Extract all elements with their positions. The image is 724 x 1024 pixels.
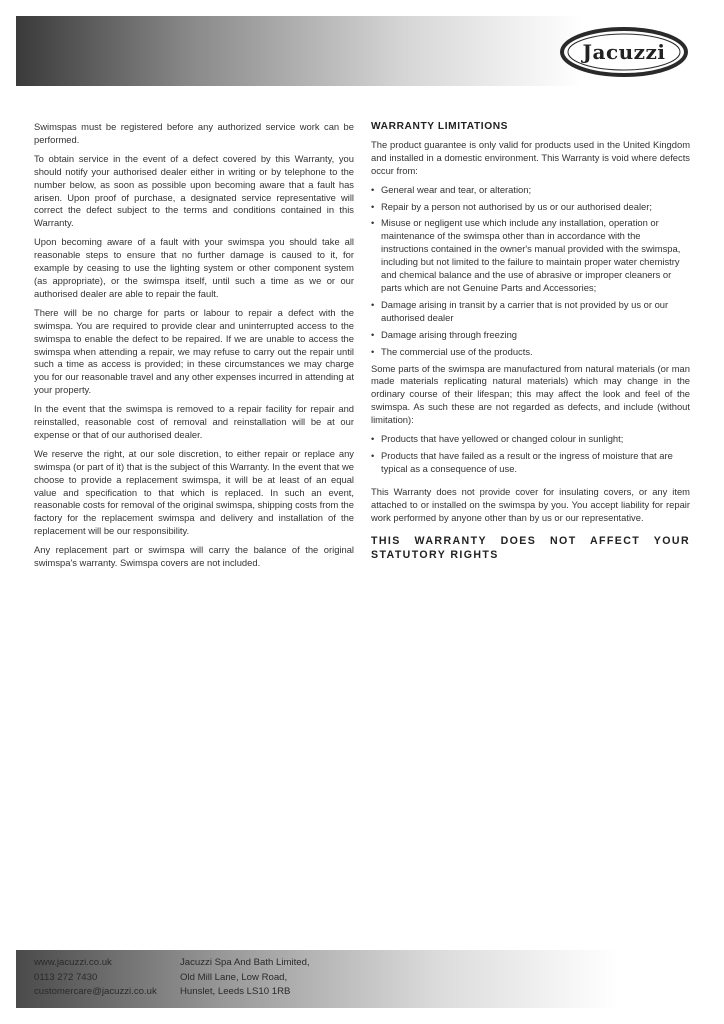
list-item	[371, 201, 690, 214]
list-item	[371, 346, 690, 359]
list-item-text: Damage arising in transit by a carrier that is not provided by us or our authorised dealer	[381, 298, 669, 323]
paragraph: To obtain service in the event of a defect covered by this Warranty, you should notify your authorised dealer either in writing or by telephone to the number below, as soon as possible upon becoming aware that a fault has arisen. Upon proof of purchase, a designated service representative will correct the defect subject to the terms and conditions contained in this Warranty.	[34, 152, 354, 229]
left-column	[34, 121, 354, 576]
limitations-list	[371, 184, 690, 359]
limitations-intro: The product guarantee is only valid for products used in the United Kingdom and installed in a domestic environment. This Warranty is void where defects occur from:	[371, 138, 690, 176]
paragraph: Upon becoming aware of a fault with your swimspa you should take all reasonable steps to ensure that no further damage is caused to it, for example by ceasing to use the lighting system or other component system (as appropriate), or the swimspa itself, until such a time as we or our authorised dealer are able to repair the fault.	[34, 236, 354, 299]
warranty-limitations-heading: WARRANTY LIMITATIONS	[371, 121, 509, 132]
list-item-text: Misuse or negligent use which include any installation, operation or maintenance of the swimspa other than in accordance with the instructions contained in the owner's manual provided with the swimspa, including but not limited to the failure to maintain proper water chemistry and chemical balance and the use of abrasive or improper cleaners or parts which are not Genuine Parts and Accessories;	[381, 217, 681, 293]
paragraph: In the event that the swimspa is removed to a repair facility for repair and reinstalled, reasonable cost of removal and reinstallation will be at our expense or that of our authorised dealer.	[34, 403, 354, 440]
natural-materials-paragraph: Some parts of the swimspa are manufactured from natural materials (or man made materials replicating natural materials) which may change in the ordinary course of their lifespan; this may affect the look and feel of the swimspa. As such these are not regarded as defects, and include (without limitation):	[371, 362, 690, 426]
list-item	[371, 433, 690, 446]
paragraph: Any replacement part or swimspa will carry the balance of the original swimspa's warranty. Swimspa covers are not included.	[34, 544, 354, 569]
list-item-text: Products that have failed as a result or the ingress of moisture that are typical as a consequence of use.	[381, 449, 673, 474]
footer-address-line: Jacuzzi Spa And Bath Limited,	[180, 957, 310, 968]
list-item-text: The commercial use of the products.	[381, 345, 533, 357]
list-item-text: Products that have yellowed or changed colour in sunlight;	[381, 433, 624, 445]
natural-materials-list	[371, 433, 690, 476]
footer-email: customercare@jacuzzi.co.uk	[34, 986, 157, 997]
bullet-icon: •	[371, 449, 375, 461]
bullet-icon: •	[371, 298, 375, 310]
paragraph: There will be no charge for parts or labour to repair a defect with the swimspa. You are required to provide clear and uninterrupted access to the swimspa to enable the defect to be repaired. If we are unable to access the swimspa when attending a repair, we may refuse to carry out the repair until such a time as access is provided; in these circumstances we may charge you for our reasonable travel and any other expenses incurred in attending at your property.	[34, 306, 354, 396]
footer-contact	[34, 956, 157, 1000]
footer-phone: 0113 272 7430	[34, 971, 98, 983]
list-item-text: General wear and tear, or alteration;	[381, 183, 532, 195]
paragraph: Swimspas must be registered before any authorized service work can be performed.	[34, 121, 354, 145]
list-item	[371, 217, 690, 294]
paragraph: We reserve the right, at our sole discretion, to either repair or replace any swimspa (or part of it) that is the subject of this Warranty. In the event that we choose to provide a replacement swimspa, it will be at least of an equal value and specification to that which is replaced. In such an event, reasonable costs for removal of the original swimspa, shipping costs from the factory for the replacement swimspa and delivery and installation of the replacement will be our responsibility.	[34, 447, 354, 537]
list-item	[371, 329, 690, 342]
list-item	[371, 184, 690, 197]
list-item	[371, 299, 690, 325]
list-item-text: Damage arising through freezing	[381, 328, 518, 340]
footer-address	[180, 956, 310, 1000]
logo-text: Jacuzzi	[582, 40, 666, 64]
bullet-icon: •	[371, 345, 375, 357]
covers-note: This Warranty does not provide cover for insulating covers, or any item attached to or installed on the swimspa by you. You accept liability for repair work performed by anyone other than by us or our representative.	[371, 485, 690, 523]
bullet-icon: •	[371, 433, 375, 445]
footer-website: www.jacuzzi.co.uk	[34, 957, 112, 968]
list-item	[371, 450, 690, 476]
statutory-rights-notice: THIS WARRANTY DOES NOT AFFECT YOUR STATUTORY RIGHTS	[371, 535, 690, 562]
bullet-icon: •	[371, 217, 375, 229]
jacuzzi-logo	[560, 27, 688, 77]
bullet-icon: •	[371, 200, 375, 212]
bullet-icon: •	[371, 328, 375, 340]
bullet-icon: •	[371, 183, 375, 195]
list-item-text: Repair by a person not authorised by us or our authorised dealer;	[381, 200, 652, 212]
footer-address-line: Old Mill Lane, Low Road,	[180, 971, 288, 983]
footer-address-line: Hunslet, Leeds LS10 1RB	[180, 986, 291, 997]
right-column	[371, 121, 690, 562]
